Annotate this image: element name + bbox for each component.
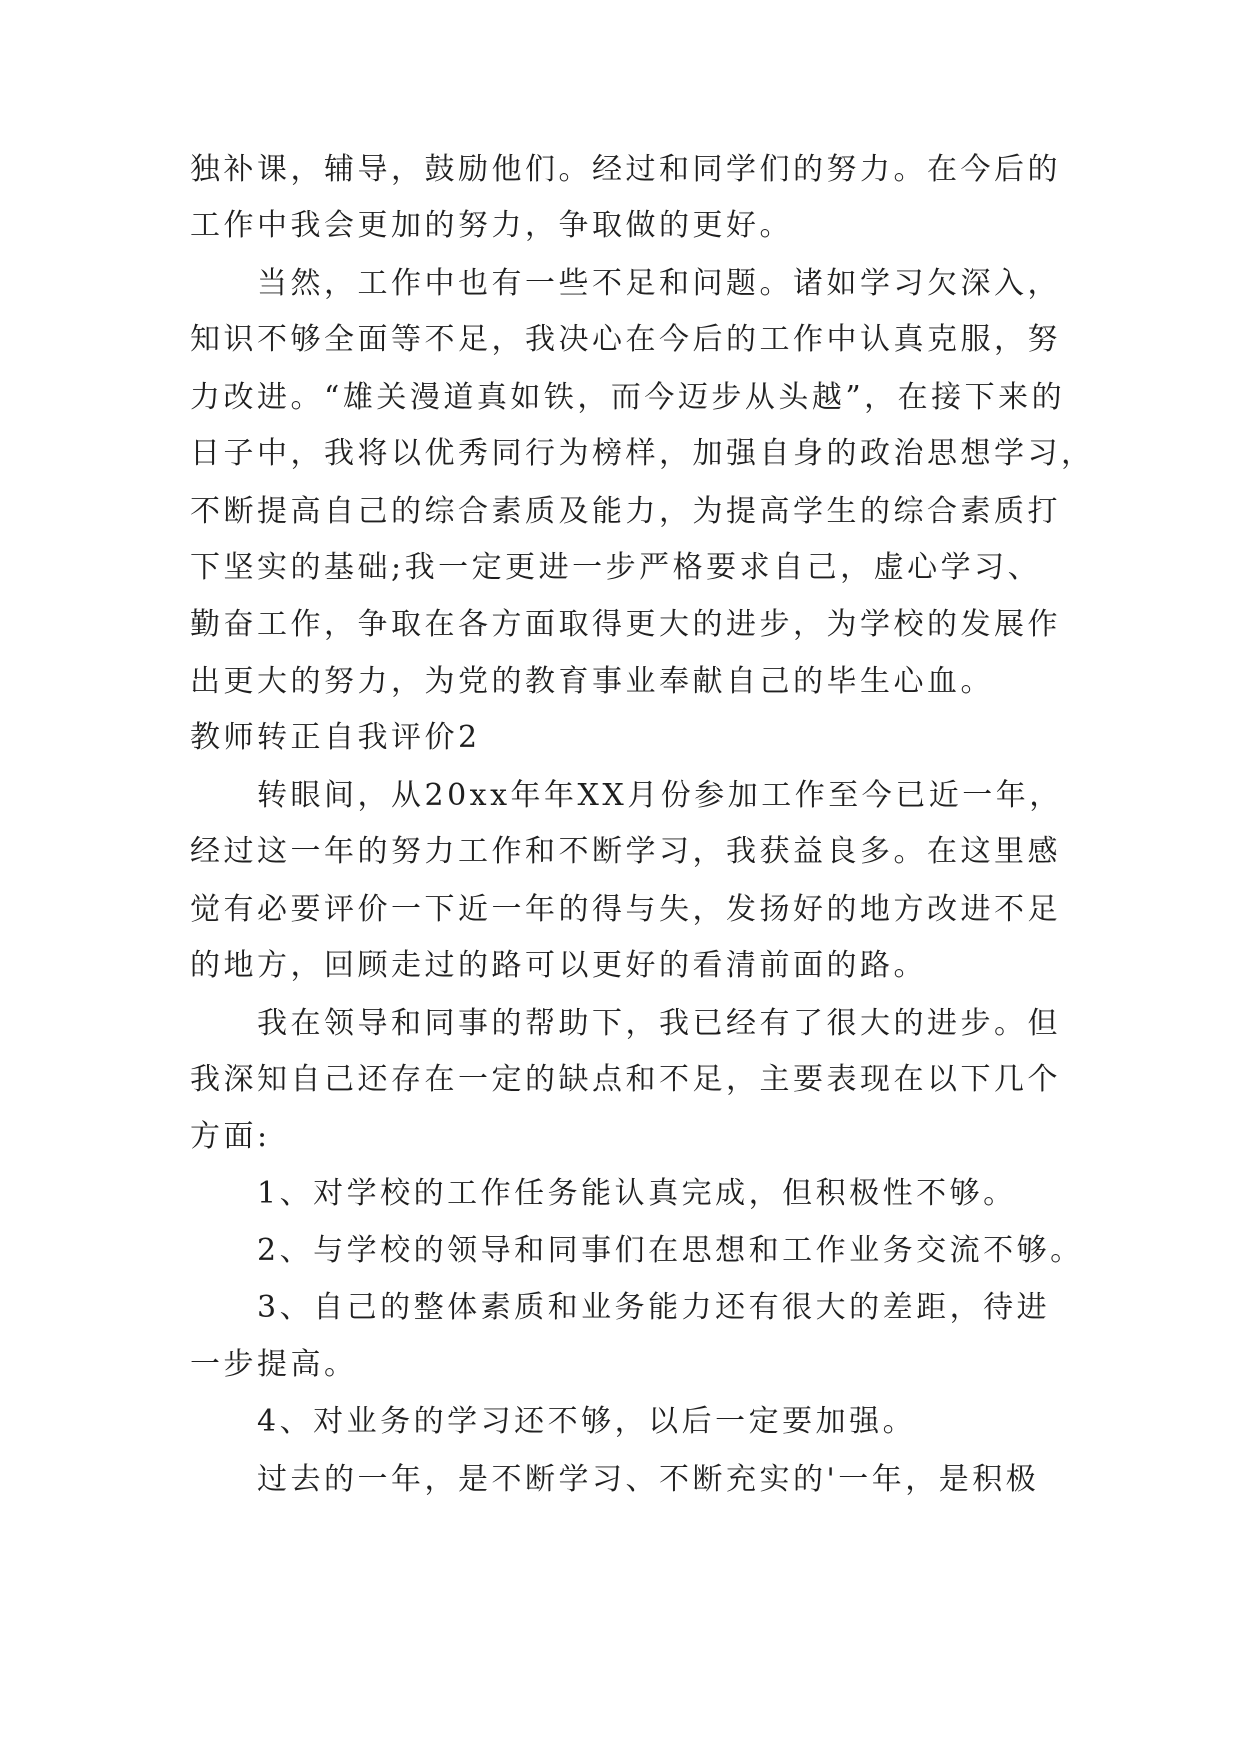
text-line: 方面: <box>190 1119 271 1154</box>
list-item: 4、对业务的学习还不够，以后一定要加强。 <box>257 1404 917 1439</box>
text-line: 一步提高。 <box>190 1347 358 1382</box>
list-item: 2、与学校的领导和同事们在思想和工作业务交流不够。 <box>257 1233 1084 1268</box>
section-heading: 教师转正自我评价2 <box>190 720 481 755</box>
text-line: 下坚实的基础;我一定更进一步严格要求自己，虚心学习、 <box>190 550 1042 585</box>
text-line: 觉有必要评价一下近一年的得与失，发扬好的地方改进不足 <box>190 892 1061 927</box>
text-line: 独补课，辅导，鼓励他们。经过和同学们的努力。在今后的 <box>190 152 1061 187</box>
text-line: 工作中我会更加的努力，争取做的更好。 <box>190 208 793 243</box>
text-line: 我深知自己还存在一定的缺点和不足，主要表现在以下几个 <box>190 1062 1061 1097</box>
text-line: 当然，工作中也有一些不足和问题。诸如学习欠深入， <box>257 266 1061 301</box>
text-line: 不断提高自己的综合素质及能力，为提高学生的综合素质打 <box>190 494 1061 529</box>
list-item: 1、对学校的工作任务能认真完成，但积极性不够。 <box>257 1176 1017 1211</box>
text-line: 知识不够全面等不足，我决心在今后的工作中认真克服，努 <box>190 322 1061 357</box>
text-line: 我在领导和同事的帮助下，我已经有了很大的进步。但 <box>257 1006 1061 1041</box>
text-line: 转眼间，从20xx年年XX月份参加工作至今已近一年， <box>257 778 1063 813</box>
text-line: 勤奋工作，争取在各方面取得更大的进步，为学校的发展作 <box>190 607 1061 642</box>
text-line: 力改进。“雄关漫道真如铁，而今迈步从头越”，在接下来的 <box>190 380 1066 415</box>
text-line: 过去的一年，是不断学习、不断充实的'一年，是积极 <box>257 1462 1040 1497</box>
list-item: 3、自己的整体素质和业务能力还有很大的差距，待进 <box>257 1290 1051 1325</box>
text-line: 经过这一年的努力工作和不断学习，我获益良多。在这里感 <box>190 834 1061 869</box>
text-line: 的地方，回顾走过的路可以更好的看清前面的路。 <box>190 948 927 983</box>
text-line: 日子中，我将以优秀同行为榜样，加强自身的政治思想学习， <box>190 436 1095 471</box>
text-line: 出更大的努力，为党的教育事业奉献自己的毕生心血。 <box>190 664 994 699</box>
